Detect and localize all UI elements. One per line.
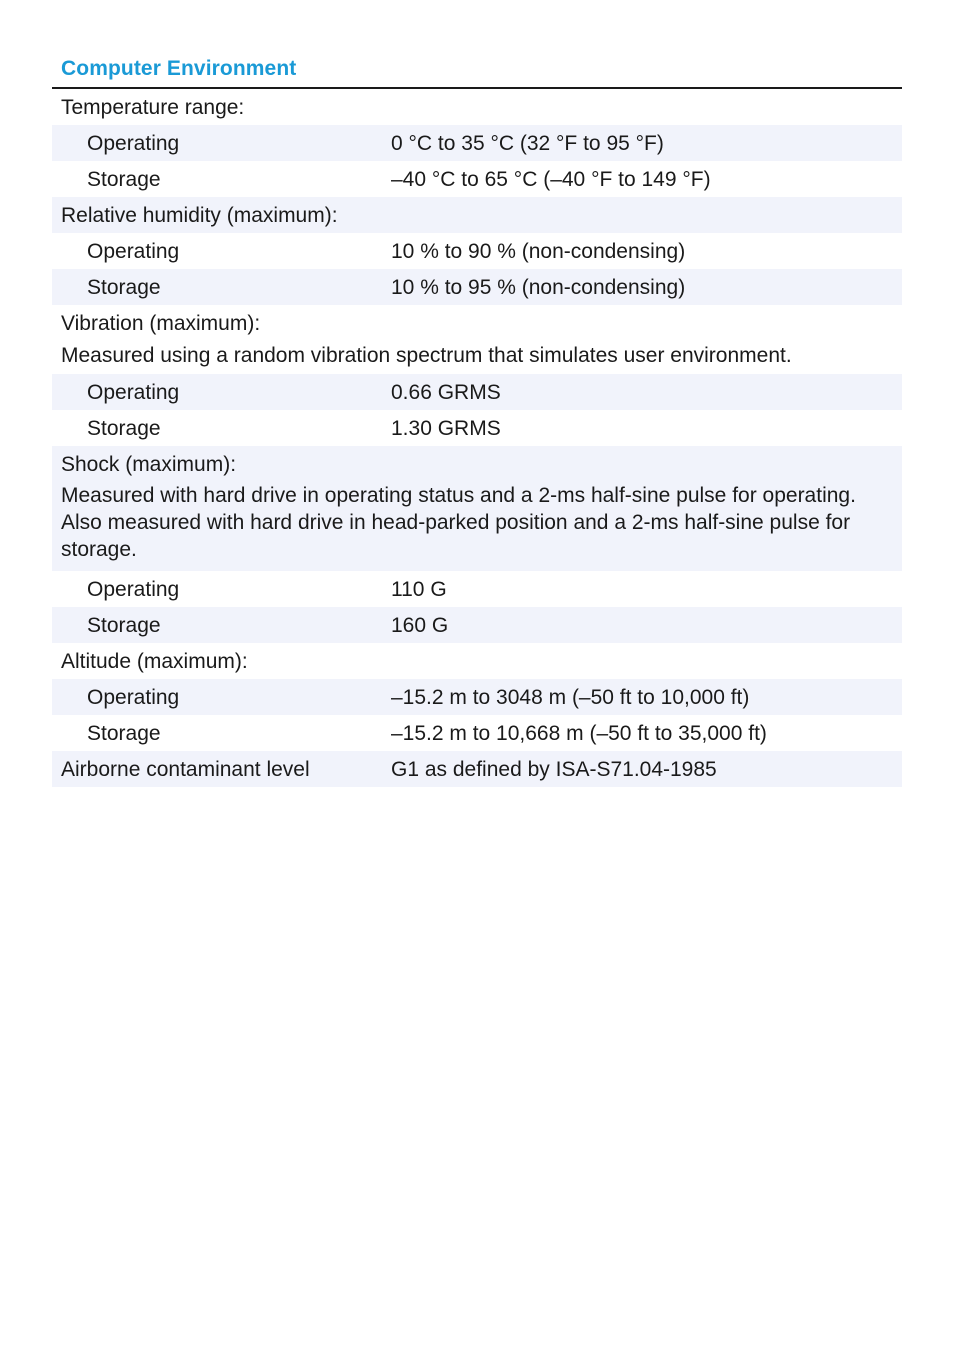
row-value: 1.30 GRMS [391, 417, 501, 440]
row-label: Shock (maximum): [61, 453, 237, 476]
altitude-header-row [52, 643, 902, 679]
row-value: G1 as defined by ISA-S71.04-1985 [391, 758, 717, 781]
row-value: –15.2 m to 3048 m (–50 ft to 10,000 ft) [391, 686, 750, 709]
temperature-storage-row [52, 161, 902, 197]
vibration-header-row [52, 305, 902, 341]
shock-header-row [52, 446, 902, 482]
row-label: Operating [87, 240, 180, 263]
shock-note-row [52, 482, 902, 571]
humidity-storage-row [52, 269, 902, 305]
row-value: 0 °C to 35 °C (32 °F to 95 °F) [391, 132, 664, 155]
row-value: 10 % to 95 % (non-condensing) [391, 276, 686, 299]
temperature-header-row [52, 89, 902, 125]
row-value: 10 % to 90 % (non-condensing) [391, 240, 686, 263]
row-note: Measured using a random vibration spectrum that simulates user environment. [61, 344, 792, 367]
row-label: Operating [87, 686, 180, 709]
spec-table [52, 89, 902, 787]
humidity-header-row [52, 197, 902, 233]
row-label: Vibration (maximum): [61, 312, 261, 335]
row-label: Operating [87, 381, 180, 404]
row-value: 110 G [391, 578, 447, 601]
contaminant-row [52, 751, 902, 787]
shock-storage-row [52, 607, 902, 643]
section-title: Computer Environment [61, 57, 297, 80]
row-value: –15.2 m to 10,668 m (–50 ft to 35,000 ft) [391, 722, 767, 745]
row-label: Airborne contaminant level [61, 758, 310, 781]
row-label: Storage [87, 168, 161, 191]
row-label: Operating [87, 132, 180, 155]
shock-operating-row [52, 571, 902, 607]
row-value: 160 G [391, 614, 449, 637]
row-note: Measured with hard drive in operating status and a 2-ms half-sine pulse for operating. Also measured with hard drive in head-parked position and a 2-ms half-sine pulse for storage. [61, 484, 856, 561]
row-label: Storage [87, 417, 161, 440]
row-label: Altitude (maximum): [61, 650, 248, 673]
row-value: 0.66 GRMS [391, 381, 501, 404]
temperature-operating-row [52, 125, 902, 161]
row-label: Temperature range: [61, 96, 245, 119]
row-value: –40 °C to 65 °C (–40 °F to 149 °F) [391, 168, 711, 191]
humidity-operating-row [52, 233, 902, 269]
vibration-note-row [52, 341, 902, 374]
row-label: Relative humidity (maximum): [61, 204, 338, 227]
vibration-storage-row [52, 410, 902, 446]
vibration-operating-row [52, 374, 902, 410]
row-label: Storage [87, 276, 161, 299]
altitude-operating-row [52, 679, 902, 715]
row-label: Storage [87, 614, 161, 637]
row-label: Operating [87, 578, 180, 601]
altitude-storage-row [52, 715, 902, 751]
row-label: Storage [87, 722, 161, 745]
